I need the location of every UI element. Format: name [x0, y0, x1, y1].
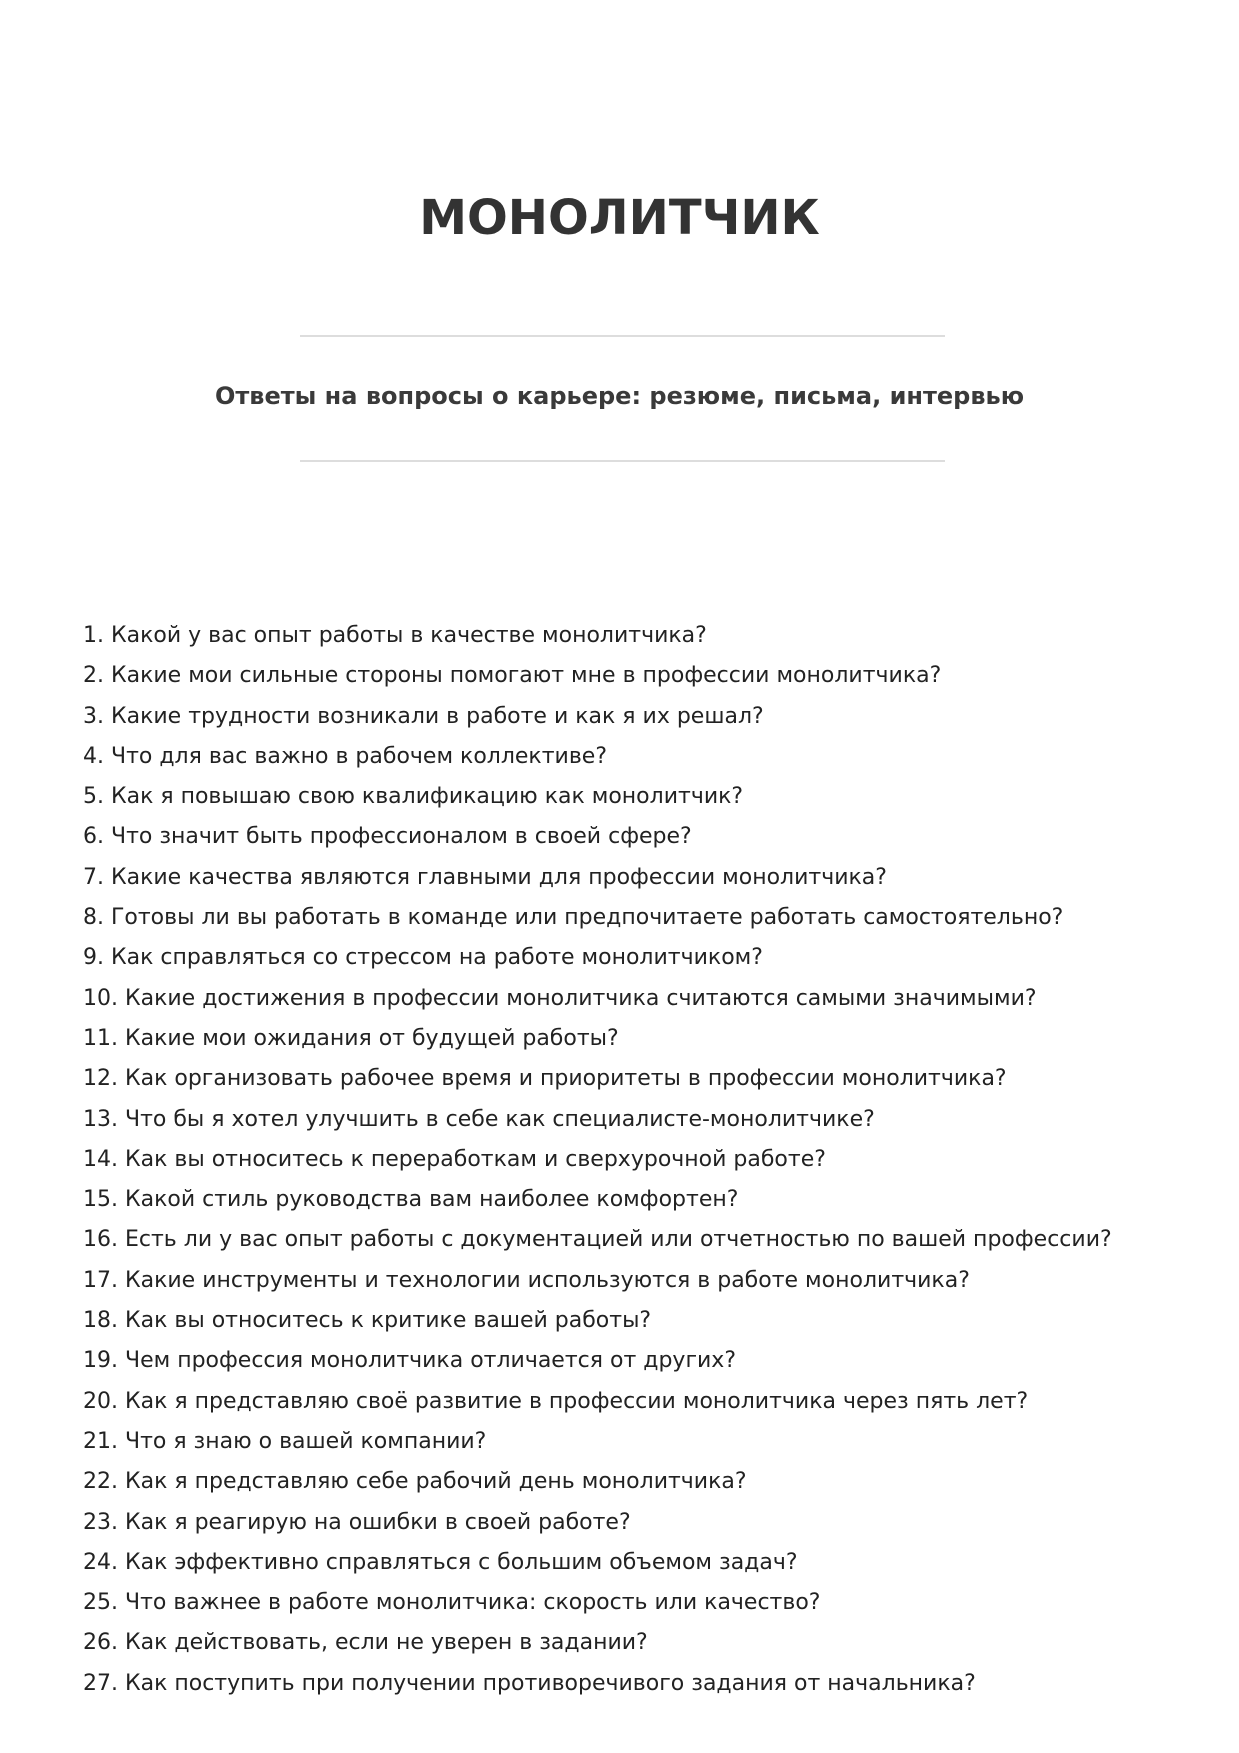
question-item: 24. Как эффективно справляться с большим объемом задач?: [83, 1549, 798, 1575]
question-item: 27. Как поступить при получении противоречивого задания от начальника?: [83, 1670, 976, 1696]
question-item: 11. Какие мои ожидания от будущей работы?: [83, 1025, 619, 1051]
question-item: 3. Какие трудности возникали в работе и как я их решал?: [83, 703, 764, 729]
question-item: 21. Что я знаю о вашей компании?: [83, 1428, 487, 1454]
question-item: 10. Какие достижения в профессии монолитчика считаются самыми значимыми?: [83, 985, 1037, 1011]
question-item: 4. Что для вас важно в рабочем коллективе?: [83, 743, 608, 769]
question-item: 19. Чем профессия монолитчика отличается от других?: [83, 1348, 736, 1374]
question-item: 22. Как я представляю себе рабочий день монолитчика?: [83, 1469, 747, 1495]
question-item: 9. Как справляться со стрессом на работе монолитчиком?: [83, 945, 763, 971]
question-item: 2. Какие мои сильные стороны помогают мне в профессии монолитчика?: [83, 663, 942, 689]
question-item: 1. Какой у вас опыт работы в качестве монолитчика?: [83, 623, 707, 648]
question-item: 15. Какой стиль руководства вам наиболее комфортен?: [83, 1187, 739, 1213]
question-item: 23. Как я реагирую на ошибки в своей работе?: [83, 1509, 631, 1535]
question-item: 5. Как я повышаю свою квалификацию как монолитчик?: [83, 784, 744, 810]
question-list: [83, 616, 1112, 1704]
divider-top: [300, 335, 945, 337]
question-item: 20. Как я представляю своё развитие в профессии монолитчика через пять лет?: [83, 1388, 1029, 1414]
question-item: 18. Как вы относитесь к критике вашей работы?: [83, 1308, 652, 1334]
question-item: 12. Как организовать рабочее время и приоритеты в профессии монолитчика?: [83, 1066, 1007, 1092]
question-item: 14. Как вы относитесь к переработкам и сверхурочной работе?: [83, 1146, 826, 1172]
page-subtitle: Ответы на вопросы о карьере: резюме, письма, интервью: [214, 382, 1025, 410]
page-title: МОНОЛИТЧИК: [419, 190, 820, 246]
question-item: 25. Что важнее в работе монолитчика: скорость или качество?: [83, 1590, 821, 1616]
question-item: 7. Какие качества являются главными для профессии монолитчика?: [83, 864, 887, 890]
question-item: 13. Что бы я хотел улучшить в себе как специалисте-монолитчике?: [83, 1106, 875, 1132]
question-item: 17. Какие инструменты и технологии используются в работе монолитчика?: [83, 1267, 970, 1293]
question-item: 6. Что значит быть профессионалом в своей сфере?: [83, 824, 692, 850]
question-item: 26. Как действовать, если не уверен в задании?: [83, 1630, 648, 1656]
divider-bottom: [300, 460, 945, 462]
question-item: 8. Готовы ли вы работать в команде или предпочитаете работать самостоятельно?: [83, 905, 1064, 931]
question-item: 16. Есть ли у вас опыт работы с документацией или отчетностью по вашей профессии?: [83, 1227, 1112, 1253]
